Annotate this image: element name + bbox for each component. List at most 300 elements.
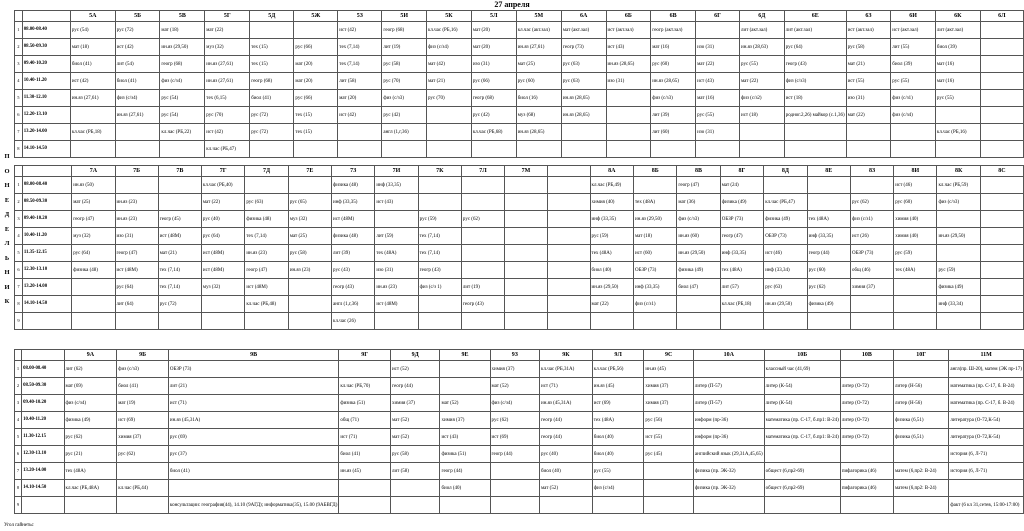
lesson-cell: физика (49) bbox=[677, 262, 720, 279]
lesson-cell: тех (48А) bbox=[720, 262, 763, 279]
lesson-cell bbox=[471, 141, 516, 158]
class-header: 8З bbox=[850, 166, 893, 177]
lesson-cell: ин.яз (23) bbox=[115, 211, 158, 228]
lesson-time: 11.35-12.15 bbox=[22, 245, 71, 262]
lesson-cell: кл.час (РБ,48А) bbox=[64, 480, 117, 497]
lesson-cell: геогр (43) bbox=[418, 262, 461, 279]
class-header: 5Д bbox=[250, 11, 294, 22]
lesson-cell bbox=[937, 211, 980, 228]
lesson-time bbox=[22, 313, 71, 330]
class-header: 5М bbox=[516, 11, 561, 22]
lesson-cell bbox=[461, 313, 504, 330]
lesson-cell: рус (55) bbox=[935, 90, 980, 107]
lesson-cell: химия (37) bbox=[644, 395, 693, 412]
lesson-cell bbox=[505, 279, 548, 296]
lesson-cell bbox=[677, 296, 720, 313]
lesson-row bbox=[15, 279, 1024, 296]
lesson-cell: инф (33,35) bbox=[633, 279, 676, 296]
lesson-cell: химия (40) bbox=[590, 194, 633, 211]
lesson-cell: ист (43) bbox=[440, 429, 490, 446]
lesson-cell: мат (16) bbox=[935, 73, 980, 90]
lesson-cell: ист (42) bbox=[338, 107, 382, 124]
lesson-cell bbox=[294, 141, 338, 158]
lesson-cell: химия (40) bbox=[894, 211, 937, 228]
lesson-cell: общ (71) bbox=[339, 412, 391, 429]
lesson-cell bbox=[461, 262, 504, 279]
day-letter: Д bbox=[4, 211, 10, 218]
class-header: 8А bbox=[590, 166, 633, 177]
lesson-cell: геогр (68) bbox=[382, 22, 427, 39]
lesson-cell: кл.час (РБ,68) bbox=[471, 124, 516, 141]
lesson-row bbox=[15, 194, 1024, 211]
lesson-cell: биол (40) bbox=[590, 262, 633, 279]
lesson-cell bbox=[461, 194, 504, 211]
lesson-cell: ин.яз (29,50) bbox=[160, 39, 205, 56]
lesson-cell: лит (39) bbox=[332, 245, 375, 262]
lesson-time: 13.20-14.00 bbox=[22, 279, 71, 296]
lesson-cell bbox=[606, 90, 651, 107]
class-header: 7Е bbox=[288, 166, 331, 177]
lesson-cell bbox=[339, 361, 391, 378]
lesson-cell bbox=[426, 141, 471, 158]
lesson-cell: кл.час (РБ,18) bbox=[70, 124, 115, 141]
footer-note: Угол гайнетьс bbox=[4, 523, 34, 528]
lesson-cell: ист (18) bbox=[784, 90, 846, 107]
lesson-cell: физ (с/з4) bbox=[115, 90, 160, 107]
lesson-cell: инф (33,35) bbox=[332, 194, 375, 211]
class-header: 5В bbox=[160, 11, 205, 22]
lesson-cell bbox=[338, 141, 382, 158]
class-header: 9Л bbox=[592, 350, 644, 361]
lesson-cell: рус (45) bbox=[644, 446, 693, 463]
lesson-cell: физ (с/з3) bbox=[382, 90, 427, 107]
lesson-cell: ин.яз (29,50) bbox=[633, 211, 676, 228]
lesson-cell: мат (18) bbox=[160, 22, 205, 39]
lesson-cell bbox=[784, 124, 846, 141]
lesson-number: 1 bbox=[15, 22, 23, 39]
lesson-cell: рус (55) bbox=[740, 56, 785, 73]
class-header: 10Г bbox=[894, 350, 949, 361]
lesson-cell: ин.яз (28,65) bbox=[561, 107, 606, 124]
class-header: 7К bbox=[418, 166, 461, 177]
lesson-cell: лит (54) bbox=[115, 56, 160, 73]
lesson-cell: мат (52) bbox=[390, 412, 439, 429]
lesson-cell: тех (48А) bbox=[633, 194, 676, 211]
header-row bbox=[15, 11, 1024, 22]
lesson-cell: мат (16) bbox=[651, 39, 696, 56]
lesson-cell: ин.яз (28,65) bbox=[606, 56, 651, 73]
lesson-cell bbox=[846, 141, 891, 158]
lesson-cell: рус (59) bbox=[418, 211, 461, 228]
lesson-cell: ист (60) bbox=[633, 245, 676, 262]
lesson-cell bbox=[288, 279, 331, 296]
lesson-row bbox=[15, 211, 1024, 228]
lesson-cell: литер (П-57) bbox=[693, 395, 764, 412]
lesson-cell: инф (33,34) bbox=[937, 296, 980, 313]
class-header: 8С bbox=[980, 166, 1023, 177]
lesson-cell bbox=[390, 480, 439, 497]
lesson-cell bbox=[490, 480, 539, 497]
lesson-cell: рус (62) bbox=[64, 429, 117, 446]
lesson-cell bbox=[72, 313, 115, 330]
lesson-cell: рус (60) bbox=[894, 194, 937, 211]
lesson-cell bbox=[547, 313, 590, 330]
class-header: 6Е bbox=[784, 11, 846, 22]
lesson-cell: ист (48М) bbox=[332, 211, 375, 228]
lesson-cell: англ (1,г,36) bbox=[382, 124, 427, 141]
lesson-cell bbox=[980, 90, 1023, 107]
lesson-cell: ист (акт.зал) bbox=[891, 22, 936, 39]
day-letter: Н bbox=[4, 269, 10, 276]
lesson-cell bbox=[980, 107, 1023, 124]
lesson-cell: геогр (акт.зал) bbox=[651, 22, 696, 39]
lesson-cell bbox=[633, 177, 676, 194]
lesson-cell bbox=[720, 313, 763, 330]
lesson-cell bbox=[764, 313, 807, 330]
lesson-cell bbox=[894, 279, 937, 296]
lesson-cell: биол (41) bbox=[115, 73, 160, 90]
lesson-cell: биол (41) bbox=[250, 90, 294, 107]
lesson-cell: мат (52) bbox=[540, 480, 593, 497]
lesson-cell bbox=[490, 463, 539, 480]
lesson-cell: физика (пр. ЭК-32) bbox=[693, 480, 764, 497]
lesson-cell bbox=[547, 177, 590, 194]
lesson-cell: рус (70) bbox=[382, 73, 427, 90]
lesson-cell bbox=[245, 313, 288, 330]
lesson-cell: лит (акт.зал) bbox=[784, 22, 846, 39]
lesson-number: 2 bbox=[15, 39, 23, 56]
lesson-cell bbox=[894, 361, 949, 378]
lesson-cell: тех (15) bbox=[250, 56, 294, 73]
lesson-cell: геогр (47) bbox=[245, 262, 288, 279]
class-header: 8И bbox=[894, 166, 937, 177]
lesson-cell bbox=[980, 296, 1023, 313]
lesson-cell: тех (48А) bbox=[375, 245, 418, 262]
lesson-cell: литер (О-72) bbox=[840, 429, 893, 446]
lesson-cell bbox=[288, 296, 331, 313]
lesson-cell: ин.яз (29,50) bbox=[764, 296, 807, 313]
lesson-cell: кл.час (РБ,70) bbox=[339, 378, 391, 395]
lesson-cell: ин.яз (28,63) bbox=[740, 39, 785, 56]
lesson-cell: кл.час (РБ,40) bbox=[201, 177, 244, 194]
lesson-cell: литература (О-72,К-54) bbox=[949, 429, 1024, 446]
lesson-cell: рус (60) bbox=[807, 262, 850, 279]
header-spacer bbox=[15, 166, 23, 177]
lesson-cell: физ (с/з4) bbox=[64, 395, 117, 412]
lesson-row bbox=[15, 245, 1024, 262]
lesson-cell: лит (акт.зал) bbox=[740, 22, 785, 39]
lesson-cell: биол (40) bbox=[592, 446, 644, 463]
lesson-cell: биол (41) bbox=[70, 56, 115, 73]
lesson-time: 12.30-13.10 bbox=[22, 446, 64, 463]
class-header: 8Г bbox=[720, 166, 763, 177]
lesson-cell: кл.час (акт.зал) bbox=[516, 22, 561, 39]
lesson-cell: изо (31) bbox=[606, 73, 651, 90]
lesson-cell: физика (48) bbox=[245, 211, 288, 228]
lesson-cell bbox=[547, 279, 590, 296]
lesson-cell: ин.яз (27,61) bbox=[70, 90, 115, 107]
lesson-cell: рус (58) bbox=[382, 56, 427, 73]
lesson-cell: тех (15) bbox=[250, 39, 294, 56]
lesson-cell: физ (с/з4) bbox=[160, 73, 205, 90]
lesson-cell: геогр (44) bbox=[390, 378, 439, 395]
lesson-cell: ин.яз (23) bbox=[245, 245, 288, 262]
class-header: 9К bbox=[540, 350, 593, 361]
lesson-cell: ин.яз (23) bbox=[375, 279, 418, 296]
lesson-cell: муз (32) bbox=[288, 211, 331, 228]
lesson-cell bbox=[505, 228, 548, 245]
lesson-cell: физ (с/з3) bbox=[784, 73, 846, 90]
lesson-cell: физика (49) bbox=[764, 211, 807, 228]
lesson-cell: математика (пр. С-17, б. В-24) bbox=[949, 395, 1024, 412]
day-letter: Н bbox=[4, 182, 10, 189]
lesson-cell: ист (43) bbox=[606, 39, 651, 56]
lesson-cell: рус (64) bbox=[72, 245, 115, 262]
lesson-cell: классный час (41,69) bbox=[764, 361, 840, 378]
lesson-number: 4 bbox=[15, 412, 22, 429]
lesson-cell: биол (40) bbox=[540, 463, 593, 480]
lesson-cell bbox=[693, 361, 764, 378]
lesson-cell: геогр (44) bbox=[490, 446, 539, 463]
lesson-number: 4 bbox=[15, 228, 23, 245]
lesson-cell bbox=[980, 22, 1023, 39]
lesson-cell: ист (43) bbox=[696, 73, 740, 90]
lesson-cell bbox=[980, 211, 1023, 228]
lesson-cell: рус (58) bbox=[390, 446, 439, 463]
lesson-cell bbox=[294, 22, 338, 39]
lesson-cell: мат (18) bbox=[70, 39, 115, 56]
lesson-number: 5 bbox=[15, 245, 23, 262]
lesson-cell: мат (19) bbox=[117, 395, 169, 412]
lesson-cell bbox=[980, 313, 1023, 330]
lesson-time: 10.40-11.20 bbox=[22, 412, 64, 429]
lesson-cell: ин.яз (45) bbox=[592, 378, 644, 395]
class-header: 5К bbox=[426, 11, 471, 22]
lesson-cell bbox=[375, 313, 418, 330]
lesson-cell bbox=[696, 22, 740, 39]
class-header: 7Д bbox=[245, 166, 288, 177]
header-spacer bbox=[22, 350, 64, 361]
lesson-cell: биол (41) bbox=[168, 463, 338, 480]
lesson-cell: ин.яз (45) bbox=[644, 361, 693, 378]
lesson-cell: рус (54) bbox=[160, 90, 205, 107]
lesson-cell bbox=[440, 361, 490, 378]
lesson-cell: математика (пр. С-17, б. В-24) bbox=[949, 378, 1024, 395]
lesson-cell: литер (Н-56) bbox=[894, 378, 949, 395]
lesson-cell: муз (32) bbox=[201, 279, 244, 296]
lesson-number: 8 bbox=[15, 296, 23, 313]
lesson-cell: рус (59) bbox=[590, 228, 633, 245]
lesson-cell bbox=[115, 141, 160, 158]
lesson-cell: физика (49) bbox=[720, 194, 763, 211]
lesson-cell: ин.яз (45,31А) bbox=[168, 412, 338, 429]
lesson-cell: ин.яз (29,50) bbox=[590, 279, 633, 296]
lesson-cell: инф (33,34) bbox=[764, 262, 807, 279]
lesson-row bbox=[15, 107, 1024, 124]
lesson-cell: ист (48М) bbox=[115, 262, 158, 279]
lesson-cell: биол (40) bbox=[592, 429, 644, 446]
lesson-cell: ОБЗР (73) bbox=[720, 211, 763, 228]
day-label-vertical bbox=[0, 150, 14, 320]
class-header: 6В bbox=[651, 11, 696, 22]
lesson-cell: кл.час (РБ,44) bbox=[117, 480, 169, 497]
lesson-cell: биол (16) bbox=[516, 90, 561, 107]
lesson-cell: геогр (73) bbox=[561, 39, 606, 56]
lesson-time: 11.30-12.10 bbox=[22, 90, 70, 107]
lesson-cell bbox=[440, 378, 490, 395]
lesson-time: 12.20-13.10 bbox=[22, 107, 70, 124]
lesson-cell bbox=[547, 228, 590, 245]
lesson-cell bbox=[894, 497, 949, 514]
lesson-cell: ист (43) bbox=[375, 194, 418, 211]
lesson-number: 6 bbox=[15, 262, 23, 279]
lesson-cell: мат (акт.зал) bbox=[561, 22, 606, 39]
lesson-cell: рус (63) bbox=[245, 194, 288, 211]
lesson-row bbox=[15, 395, 1024, 412]
lesson-cell: геогр (45) bbox=[158, 211, 201, 228]
lesson-cell: кл.час (РБ,59) bbox=[937, 177, 980, 194]
lesson-cell: история (6, Л-71) bbox=[949, 463, 1024, 480]
lesson-cell: рус (66) bbox=[471, 73, 516, 90]
lesson-cell: тех (7,14) bbox=[158, 279, 201, 296]
lesson-cell: изо (31) bbox=[115, 228, 158, 245]
lesson-cell bbox=[440, 497, 490, 514]
lesson-cell: физика (48) bbox=[332, 228, 375, 245]
lesson-cell: рус (62) bbox=[461, 211, 504, 228]
lesson-cell bbox=[168, 480, 338, 497]
lesson-cell: тех (15) bbox=[294, 107, 338, 124]
class-header: 9А bbox=[64, 350, 117, 361]
lesson-cell: ин.яз (29,50) bbox=[937, 228, 980, 245]
lesson-cell: ОБЗР (73) bbox=[633, 262, 676, 279]
lesson-cell bbox=[70, 141, 115, 158]
lesson-cell: пифагорика (46) bbox=[840, 480, 893, 497]
lesson-cell: ист (69) bbox=[592, 395, 644, 412]
lesson-cell: физ (с/з4) bbox=[592, 480, 644, 497]
lesson-cell: физ (с/з 1) bbox=[418, 279, 461, 296]
lesson-time: 13.20-14.00 bbox=[22, 463, 64, 480]
lesson-number: 3 bbox=[15, 395, 22, 412]
lesson-cell: физика (49) bbox=[937, 279, 980, 296]
lesson-cell bbox=[784, 141, 846, 158]
lesson-cell: геогр (43) bbox=[332, 279, 375, 296]
lesson-row bbox=[15, 22, 1024, 39]
lesson-cell: мат (25) bbox=[288, 228, 331, 245]
lesson-cell: ист (46) bbox=[764, 245, 807, 262]
lesson-cell: мат (22) bbox=[205, 22, 250, 39]
lesson-cell: физ (с/з4) bbox=[490, 395, 539, 412]
lesson-cell: пифагорика (46) bbox=[840, 463, 893, 480]
lesson-cell: химия (37) bbox=[117, 429, 169, 446]
lesson-cell bbox=[894, 313, 937, 330]
lesson-cell bbox=[592, 497, 644, 514]
lesson-cell bbox=[606, 107, 651, 124]
class-header: 7Л bbox=[461, 166, 504, 177]
class-header: 6К bbox=[935, 11, 980, 22]
lesson-cell: тех (48А) bbox=[592, 412, 644, 429]
lesson-cell: рус (72) bbox=[158, 296, 201, 313]
lesson-cell bbox=[418, 177, 461, 194]
lesson-cell: мат (20) bbox=[471, 39, 516, 56]
lesson-cell: рус (64) bbox=[201, 228, 244, 245]
lesson-cell: рус (59) bbox=[894, 245, 937, 262]
lesson-cell: химия (37) bbox=[850, 279, 893, 296]
lesson-cell: лит (акт.зал) bbox=[935, 22, 980, 39]
lesson-cell: рус (72) bbox=[250, 124, 294, 141]
lesson-time: 14.10-14.50 bbox=[22, 480, 64, 497]
lesson-cell: лит (19) bbox=[382, 39, 427, 56]
class-header: 5Л bbox=[471, 11, 516, 22]
lesson-cell: физ (с/з1) bbox=[850, 211, 893, 228]
lesson-cell bbox=[547, 211, 590, 228]
lesson-time: 08.50-09.30 bbox=[22, 39, 70, 56]
class-header: 5Б bbox=[115, 11, 160, 22]
lesson-cell: рус (69) bbox=[168, 429, 338, 446]
lesson-cell: муз (32) bbox=[72, 228, 115, 245]
lesson-row bbox=[15, 124, 1024, 141]
lesson-cell bbox=[338, 124, 382, 141]
lesson-cell: математика (пр. С-17, б.пр1: В-24) bbox=[764, 429, 840, 446]
lesson-cell: физ (с/з4) bbox=[426, 39, 471, 56]
lesson-cell: ист (акт.зал) bbox=[606, 22, 651, 39]
lesson-cell: ин.яз (28,65) bbox=[651, 73, 696, 90]
lesson-cell: изо (31) bbox=[471, 56, 516, 73]
lesson-cell: мат (20) bbox=[294, 56, 338, 73]
lesson-cell: рус (64) bbox=[784, 39, 846, 56]
class-header: 7З bbox=[332, 166, 375, 177]
class-header: 6Г bbox=[696, 11, 740, 22]
lesson-cell bbox=[158, 194, 201, 211]
lesson-cell bbox=[840, 361, 893, 378]
lesson-number: 7 bbox=[15, 279, 23, 296]
lesson-row bbox=[15, 429, 1024, 446]
lesson-cell: литер (П-57) bbox=[693, 378, 764, 395]
lesson-cell: рус (72) bbox=[115, 22, 160, 39]
lesson-cell bbox=[606, 141, 651, 158]
lesson-cell: рус (55) bbox=[891, 73, 936, 90]
lesson-cell: консультации: география(44), 14.10 (9АГД); информатика(35), 15.00 (9АБВГД) bbox=[168, 497, 338, 514]
lesson-cell bbox=[426, 124, 471, 141]
lesson-cell bbox=[891, 141, 936, 158]
lesson-cell bbox=[288, 313, 331, 330]
lesson-cell bbox=[850, 177, 893, 194]
lesson-cell bbox=[160, 141, 205, 158]
schedule-block-5-6 bbox=[14, 10, 1024, 158]
lesson-cell bbox=[850, 313, 893, 330]
lesson-cell bbox=[894, 296, 937, 313]
lesson-cell bbox=[72, 279, 115, 296]
class-header: 6Л bbox=[980, 11, 1023, 22]
lesson-cell bbox=[633, 313, 676, 330]
class-header: 8К bbox=[937, 166, 980, 177]
lesson-cell: мат (36) bbox=[677, 194, 720, 211]
lesson-cell bbox=[547, 194, 590, 211]
lesson-time: 09.40-10.20 bbox=[22, 395, 64, 412]
lesson-cell bbox=[696, 141, 740, 158]
lesson-cell: тех (48А) bbox=[64, 463, 117, 480]
lesson-cell bbox=[980, 141, 1023, 158]
lesson-cell: рус (62) bbox=[850, 194, 893, 211]
lesson-cell: тех (7,14) bbox=[418, 228, 461, 245]
lesson-cell: ист (48М) bbox=[245, 279, 288, 296]
lesson-cell: рус (42) bbox=[471, 107, 516, 124]
day-letter: И bbox=[4, 283, 10, 291]
lesson-cell: ОБЗР (73) bbox=[168, 361, 338, 378]
lesson-cell: тех (6,15) bbox=[205, 90, 250, 107]
lesson-cell: физика (6,51) bbox=[894, 429, 949, 446]
lesson-cell bbox=[505, 177, 548, 194]
lesson-cell: физ (с/з3) bbox=[651, 90, 696, 107]
